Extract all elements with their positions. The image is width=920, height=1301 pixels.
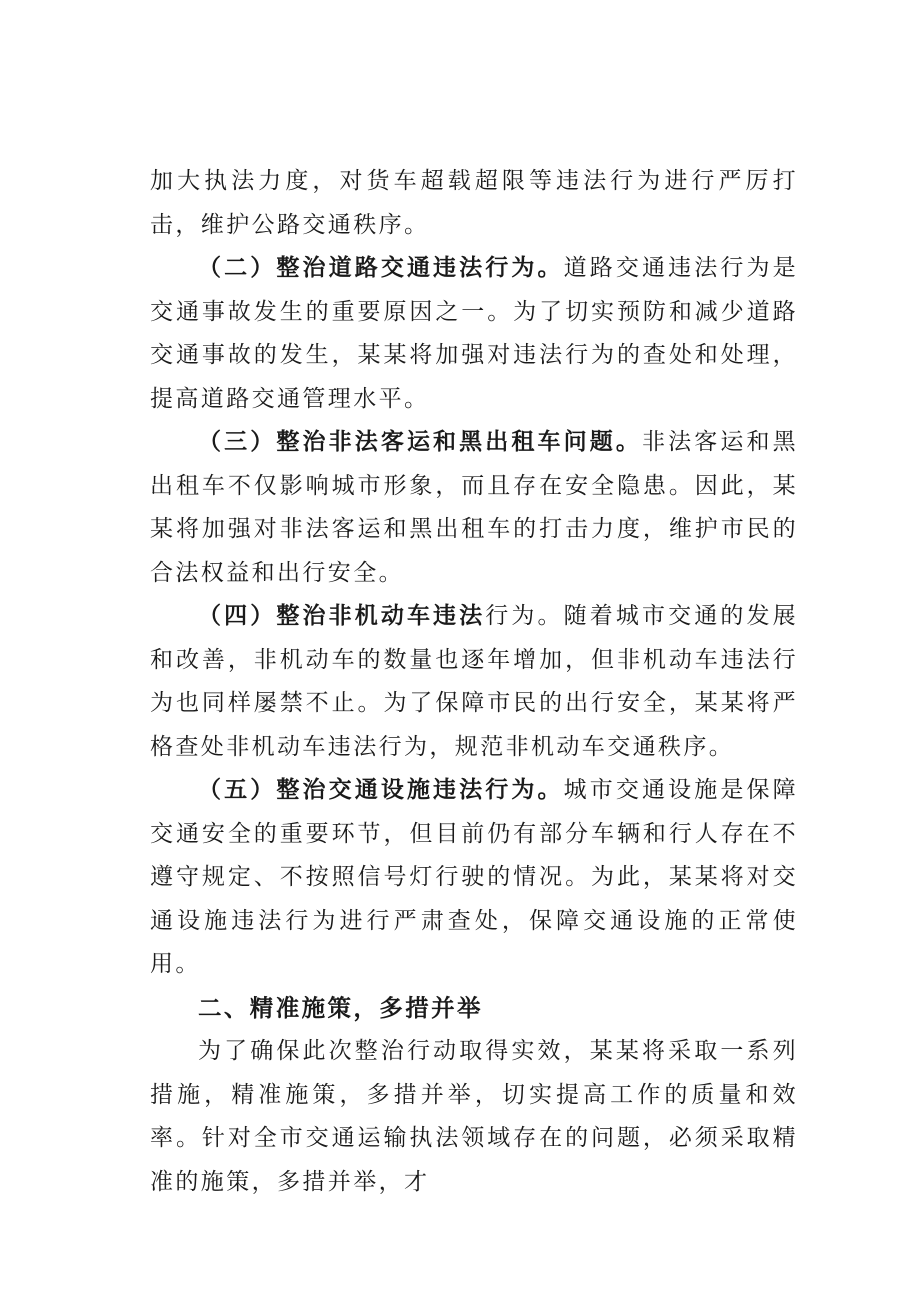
paragraph-body: 行为。随着城市交通的发展和改善，非机动车的数量也逐年增加，但非机动车违法行为也同样屡禁不止。为了保障市民的出行安全，某某将严格查处非机动车违法行为，规范非机动车交通秩序。 [150, 603, 798, 760]
paragraph-body: 城市交通设施是保障交通安全的重要环节，但目前仍有部分车辆和行人存在不遵守规定、不按照信号灯行驶的情况。为此，某某将对交通设施违法行为进行严肃查处，保障交通设施的正常使用。 [150, 777, 798, 977]
paragraph-lead: （二）整治道路交通违法行为。 [198, 255, 564, 281]
document-page [150, 160, 798, 1204]
paragraph-item-3 [150, 421, 798, 595]
paragraph-continuation [150, 160, 798, 247]
paragraph-body: 为了确保此次整治行动取得实效，某某将采取一系列措施，精准施策，多措并举，切实提高工作的质量和效率。针对全市交通运输执法领域存在的问题，必须采取精准的施策，多措并举，才 [150, 1038, 798, 1195]
paragraph-item-4 [150, 595, 798, 769]
paragraph-lead: （四）整治非机动车违法 [198, 603, 486, 629]
paragraph-lead: （五）整治交通设施违法行为。 [198, 777, 564, 803]
paragraph-section-2-intro [150, 1030, 798, 1204]
paragraph-item-5 [150, 769, 798, 987]
paragraph-body: 道路交通违法行为是交通事故发生的重要原因之一。为了切实预防和减少道路交通事故的发生，某某将加强对违法行为的查处和处理，提高道路交通管理水平。 [150, 255, 798, 412]
paragraph-body: 加大执法力度，对货车超载超限等违法行为进行严厉打击，维护公路交通秩序。 [150, 168, 798, 238]
paragraph-item-2 [150, 247, 798, 421]
paragraph-lead: （三）整治非法客运和黑出租车问题。 [198, 429, 642, 455]
section-heading: 二、精准施策，多措并举 [198, 993, 483, 1022]
paragraph-body: 非法客运和黑出租车不仅影响城市形象，而且存在安全隐患。因此，某某将加强对非法客运和黑出租车的打击力度，维护市民的合法权益和出行安全。 [150, 429, 798, 586]
